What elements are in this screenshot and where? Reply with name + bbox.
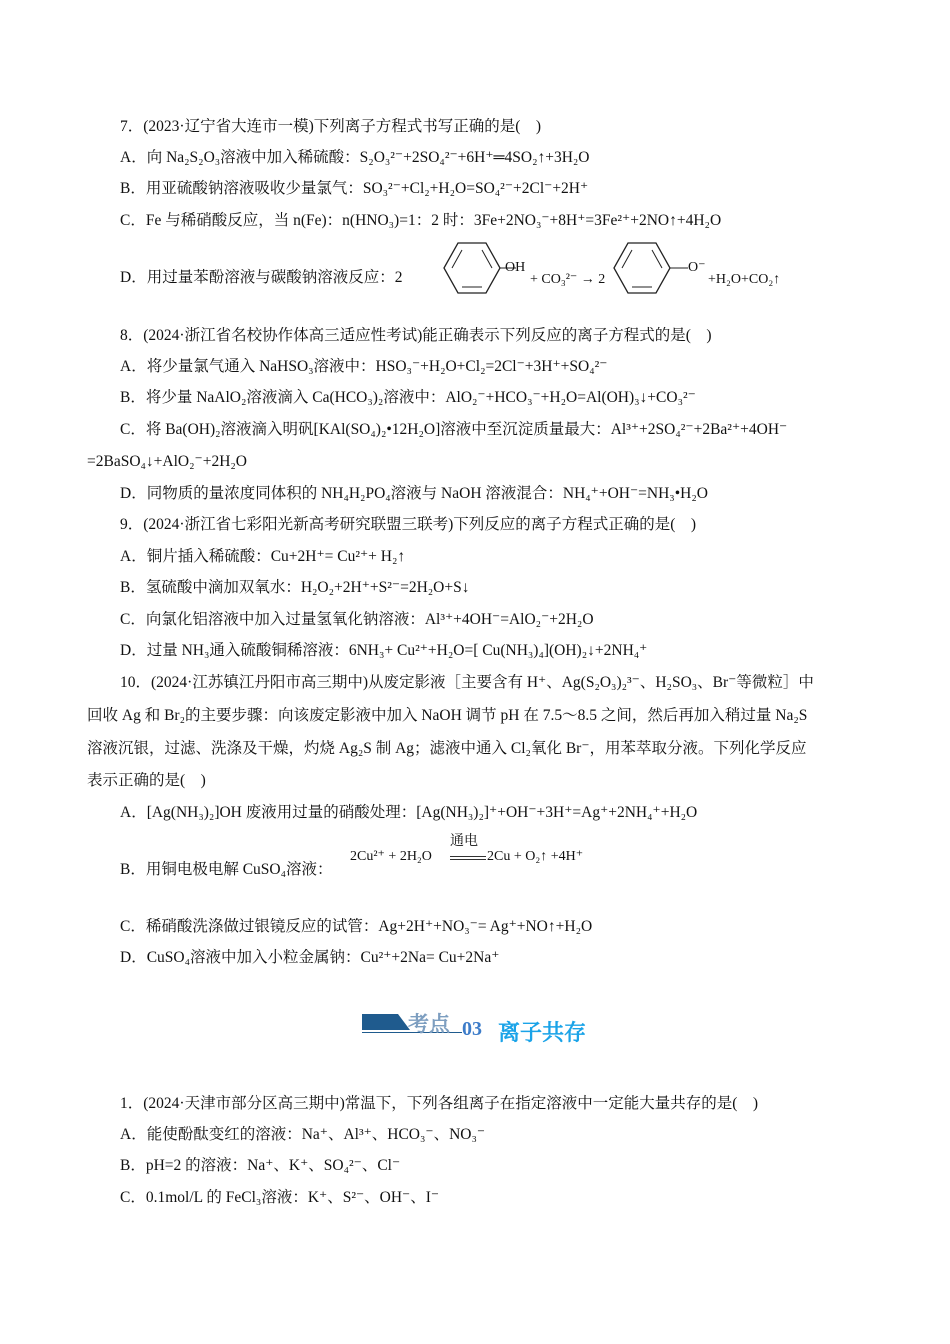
q7-option-d-prefix: D．用过量苯酚溶液与碳酸钠溶液反应：2: [120, 269, 403, 286]
q7-d-o: O⁻: [688, 260, 706, 275]
q7-option-b: B．用亚硫酸钠溶液吸收少量氯气：SO₃²⁻+Cl₂+H₂O=SO₄²⁻+2Cl⁻+2H⁺: [120, 180, 589, 197]
section-title: 离子共存: [498, 1021, 587, 1046]
q10-stem-3: 溶液沉银，过滤、洗涤及干燥，灼烧 Ag₂S 制 Ag；滤液中通入 Cl₂氧化 Br⁻，用苯萃取分液。下列化学反应: [87, 740, 807, 757]
q10-option-a: A．[Ag(NH₃)₂]OH 废液用过量的硝酸处理：[Ag(NH₃)₂]⁺+OH⁻+3H⁺=Ag⁺+2NH₄⁺+H₂O: [120, 804, 698, 821]
q9-option-b: B．氢硫酸中滴加双氧水：H₂O₂+2H⁺+S²⁻=2H₂O+S↓: [120, 579, 470, 596]
q8-option-c-cont: =2BaSO₄↓+AlO₂⁻+2H₂O: [87, 453, 247, 470]
q10-b-left: 2Cu²⁺ + 2H₂O: [350, 849, 432, 864]
q7-d-oh: OH: [505, 260, 526, 275]
q9-stem: 9．(2024·浙江省七彩阳光新高考研究联盟三联考)下列反应的离子方程式正确的是( ): [120, 516, 697, 533]
equals-sign: [450, 856, 486, 860]
q10-b-right: 2Cu + O₂↑ +4H⁺: [487, 849, 584, 864]
q10-b-condition: 通电: [450, 834, 478, 849]
section-label: 考点: [408, 1012, 450, 1036]
q10-stem-4: 表示正确的是( ): [87, 772, 206, 789]
q7-stem: 7．(2023·辽宁省大连市一模)下列离子方程式书写正确的是( ): [120, 118, 542, 135]
s1-option-c: C．0.1mol/L 的 FeCl₃溶液：K⁺、S²⁻、OH⁻、I⁻: [120, 1189, 440, 1206]
q8-stem: 8．(2024·浙江省名校协作体高三适应性考试)能正确表示下列反应的离子方程式的是( ): [120, 327, 712, 344]
q9-option-a: A．铜片插入稀硫酸：Cu+2H⁺= Cu²⁺+ H₂↑: [120, 548, 406, 565]
q10-option-b-label: B．用铜电极电解 CuSO₄溶液：: [120, 861, 333, 878]
section-header: [362, 1010, 602, 1050]
q9-option-d: D．过量 NH₃通入硫酸铜稀溶液：6NH₃+ Cu²⁺+H₂O=[ Cu(NH₃)₄](OH)₂↓+2NH₄⁺: [120, 642, 648, 659]
q10-stem-1: 10．(2024·江苏镇江丹阳市高三期中)从废定影液［主要含有 H⁺、Ag(S₂O₃)₂³⁻、H₂SO₃、Br⁻等微粒］中: [120, 674, 814, 691]
q10-option-d: D．CuSO₄溶液中加入小粒金属钠：Cu²⁺+2Na= Cu+2Na⁺: [120, 949, 500, 966]
q9-option-c: C．向氯化铝溶液中加入过量氢氧化钠溶液：Al³⁺+4OH⁻=AlO₂⁻+2H₂O: [120, 611, 594, 628]
s1-option-b: B．pH=2 的溶液：Na⁺、K⁺、SO₄²⁻、Cl⁻: [120, 1157, 401, 1174]
q7-d-mid: + CO₃²⁻ → 2: [530, 272, 606, 287]
section-number: 03: [462, 1018, 482, 1040]
q10-option-c: C．稀硝酸洗涤做过银镜反应的试管：Ag+2H⁺+NO₃⁻= Ag⁺+NO↑+H₂O: [120, 918, 593, 935]
phenoxide-benzene-ring-icon: [610, 240, 700, 296]
s1-stem: 1．(2024·天津市部分区高三期中)常温下，下列各组离子在指定溶液中一定能大量共存的是( ): [120, 1095, 759, 1112]
section-bar-icon: [362, 1014, 410, 1030]
q7-option-c: C．Fe 与稀硝酸反应，当 n(Fe)：n(HNO₃)=1：2 时：3Fe+2NO₃⁻+8H⁺=3Fe²⁺+2NO↑+4H₂O: [120, 212, 722, 229]
q10-stem-2: 回收 Ag 和 Br₂的主要步骤：向该废定影液中加入 NaOH 调节 pH 在 7.5～8.5 之间，然后再加入稍过量 Na₂S: [87, 707, 808, 724]
q7-option-a: A．向 Na₂S₂O₃溶液中加入稀硫酸：S₂O₃²⁻+2SO₄²⁻+6H⁺═4SO₂↑+3H₂O: [120, 149, 590, 166]
q8-option-a: A．将少量氯气通入 NaHSO₃溶液中：HSO₃⁻+H₂O+Cl₂=2Cl⁻+3H⁺+SO₄²⁻: [120, 358, 608, 375]
s1-option-a: A．能使酚酞变红的溶液：Na⁺、Al³⁺、HCO₃⁻、NO₃⁻: [120, 1126, 486, 1143]
q8-option-c: C．将 Ba(OH)₂溶液滴入明矾[KAl(SO₄)₂•12H₂O]溶液中至沉淀质量最大：Al³⁺+2SO₄²⁻+2Ba²⁺+4OH⁻: [120, 421, 788, 438]
q8-option-b: B．将少量 NaAlO₂溶液滴入 Ca(HCO₃)₂溶液中：AlO₂⁻+HCO₃⁻+H₂O=Al(OH)₃↓+CO₃²⁻: [120, 389, 696, 406]
q8-option-d: D．同物质的量浓度同体积的 NH₄H₂PO₄溶液与 NaOH 溶液混合：NH₄⁺+OH⁻=NH₃•H₂O: [120, 485, 708, 502]
q7-d-end: +H₂O+CO₂↑: [708, 272, 781, 287]
